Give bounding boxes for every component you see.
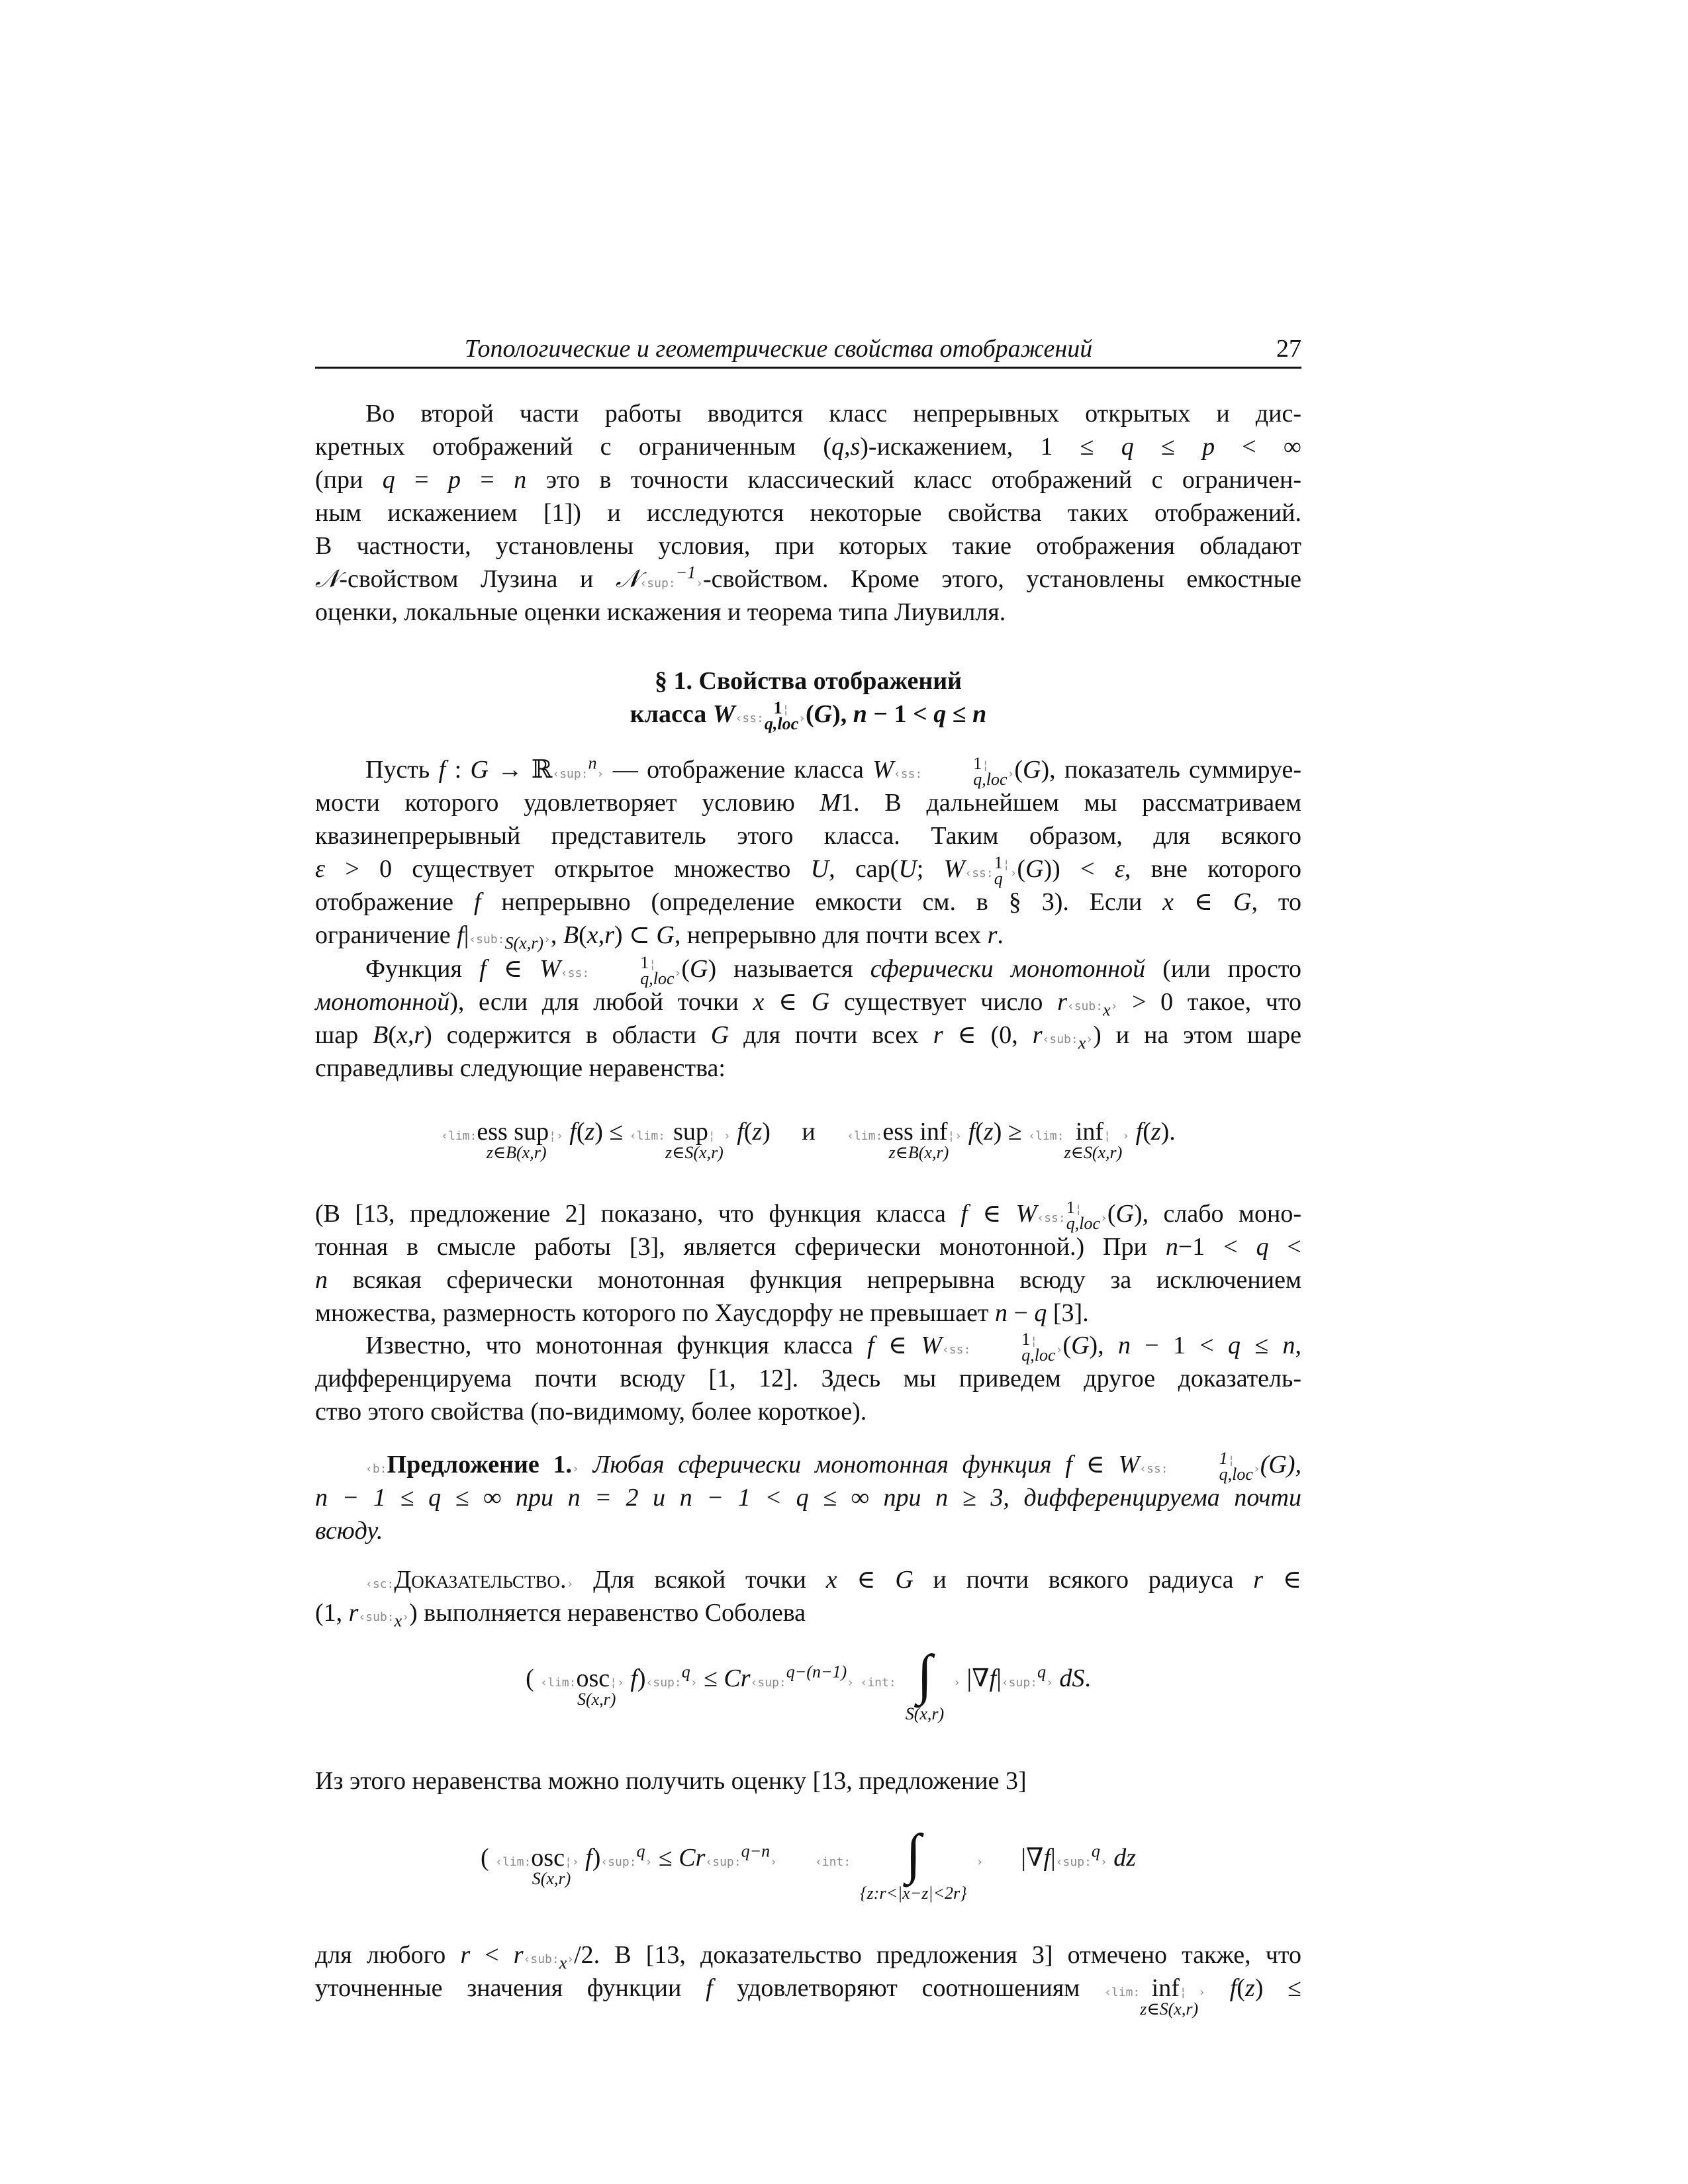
text-line: кретных отображений с ограниченным (q,s)-искажением, 1 ≤ q ≤ p < ∞ [315, 433, 1302, 461]
equation-line: ( ‹lim: osc¦ S(x,r) › f)‹sup:$^q$› ≤ Cr‹sup:$^{q-(n-1)}$› ‹int: ∫ S(x,r) › |∇f|‹sup:$^q$› dS. [526, 1644, 1091, 1723]
text-line: тонная в смысле работы [3], является сферически монотонной.) При n−1 < q < [315, 1233, 1301, 1261]
text-line: ограничение $f|‹sub:_{S(x,r)}›$, B(x,r) ⊂ G, непрерывно для почти всех r. [315, 921, 1004, 953]
text-line: Известно, что монотонная функция класса f ∈ W‹ss: 1¦ q,loc ›(G), n − 1 < q ≤ n, [365, 1330, 1301, 1365]
text-line: множества, размерность которого по Хаусдорфу не превышает n − q [3]. [315, 1299, 1089, 1327]
text-line: шар B(x,r) содержится в области G для почти всех r ∈ (0, $r‹sub:_x›$) и на этом шаре [315, 1021, 1301, 1053]
text-line: § 1. Свойства отображений [654, 667, 962, 695]
equation-line: ( ‹lim: osc¦ S(x,r) › f)‹sup:$^q$› ≤ Cr‹sup:$^{q-n}$› ‹int: ∫ {z:r<|x−z|<2r} › |∇f|‹sup:$^q$› dz [480, 1823, 1137, 1903]
text-line: Пусть f : G → ℝ‹sup:$^n$› — отображение класса W‹ss: 1¦ q,loc ›(G), показатель суммируе- [365, 753, 1301, 790]
proof [315, 1563, 1301, 1629]
text-line: класса W‹ss: 1¦ q,loc ›(G), n − 1 < q ≤ n [630, 698, 987, 734]
text-line: ство этого свойства (по-видимому, более короткое). [315, 1398, 867, 1426]
text-line: справедливы следующие неравенства: [315, 1054, 726, 1082]
equation-line: ‹lim: ess sup¦ z∈B(x,r) › f(z) ≤ ‹lim: sup¦ z∈S(x,r) › f(z) и ‹lim: ess inf¦ z∈B(x,r) › f(z) ≥ ‹lim: inf¦ z∈S(x,r) › f(z). [441, 1118, 1176, 1162]
text-line: монотонной), если для любой точки x ∈ G существует число $r‹sub:_x› > 0$ такое, что [315, 988, 1302, 1020]
text-line: мости которого удовлетворяет условию M1. В дальнейшем мы рассматриваем [315, 789, 1302, 817]
page-number: 27 [1276, 335, 1301, 363]
text-line: ным искажением [1]) и исследуются некоторые свойства таких отображений. [315, 499, 1301, 527]
paragraph-monotone [315, 952, 1301, 1085]
text-line: для любого $r < r‹sub:_x›/2$. В [13, доказательство предложения 3] отмечено также, что [315, 1941, 1301, 1973]
text-line: Функция f ∈ W‹ss: 1¦ q,loc ›(G) называется сферически монотонной (или просто [365, 953, 1301, 989]
text-line: квазинепрерывный представитель этого класса. Таким образом, для всякого [315, 822, 1301, 850]
text-line: (В [13, предложение 2] показано, что функция класса f ∈ W‹ss: 1¦ q,loc ›(G), слабо моно- [315, 1198, 1301, 1234]
equation-2 [315, 1644, 1301, 1723]
text-line: всюду. [315, 1517, 383, 1545]
text-line: ε > 0 существует открытое множество U, cap(U; W‹ss: 1¦ q ›(G)) < ε, вне которого [315, 853, 1302, 889]
text-line: В частности, установлены условия, при которых такие отображения обладают [315, 532, 1301, 560]
text-line: 𝒩-свойством Лузина и 𝒩‹sup:$^{-1}$›-свойством. Кроме этого, установлены емкостные [315, 563, 1302, 593]
text-line: Во второй части работы вводится класс непрерывных открытых и дис- [365, 400, 1301, 428]
text-line: ‹sc:Доказательство.› Для всякой точки x ∈ G и почти всякого радиуса r ∈ [365, 1566, 1301, 1594]
text-line: ‹b:Предложение 1.› Любая сферически монотонная функция f ∈ W‹ss: 1¦ q,loc ›(G), [365, 1449, 1301, 1484]
paragraph-definition [315, 753, 1301, 952]
text-line: уточненные значения функции f удовлетворяют соотношениям ‹lim: inf¦ z∈S(x,r) › f(z) ≤ [315, 1974, 1302, 2019]
equation-3 [315, 1823, 1301, 1903]
text-line: (1, $r‹sub:_x›$) выполняется неравенство Соболева [315, 1599, 806, 1631]
text-line: n − 1 ≤ q ≤ ∞ при n = 2 и n − 1 < q ≤ ∞ при n ≥ 3, дифференцируема почти [315, 1484, 1301, 1512]
running-title: Топологические и геометрические свойства отображений [464, 335, 1093, 363]
proposition-1 [315, 1448, 1301, 1547]
text-line: Из этого неравенства можно получить оценку [13, предложение 3] [315, 1767, 1027, 1795]
paragraph-known [315, 1329, 1301, 1428]
text-line: дифференцируема почти всюду [1, 12]. Здесь мы приведем другое доказатель- [315, 1365, 1301, 1392]
text-line: (при q = p = n это в точности классический класс отображений с ограничен- [315, 466, 1301, 494]
text-line: n всякая сферически монотонная функция непрерывна всюду за исключением [315, 1266, 1301, 1294]
running-header [315, 331, 1301, 369]
section-heading [315, 664, 1301, 734]
text-line: отображение f непрерывно (определение емкости см. в § 3). Если x ∈ G, то [315, 888, 1301, 916]
equation-1 [315, 1115, 1301, 1162]
paragraph-final [315, 1938, 1302, 2019]
intro-paragraph [315, 397, 1301, 629]
paragraph-remark [315, 1197, 1301, 1330]
text-line: оценки, локальные оценки искажения и теорема типа Лиувилля. [315, 598, 1006, 626]
paragraph-estimate [315, 1764, 1301, 1797]
